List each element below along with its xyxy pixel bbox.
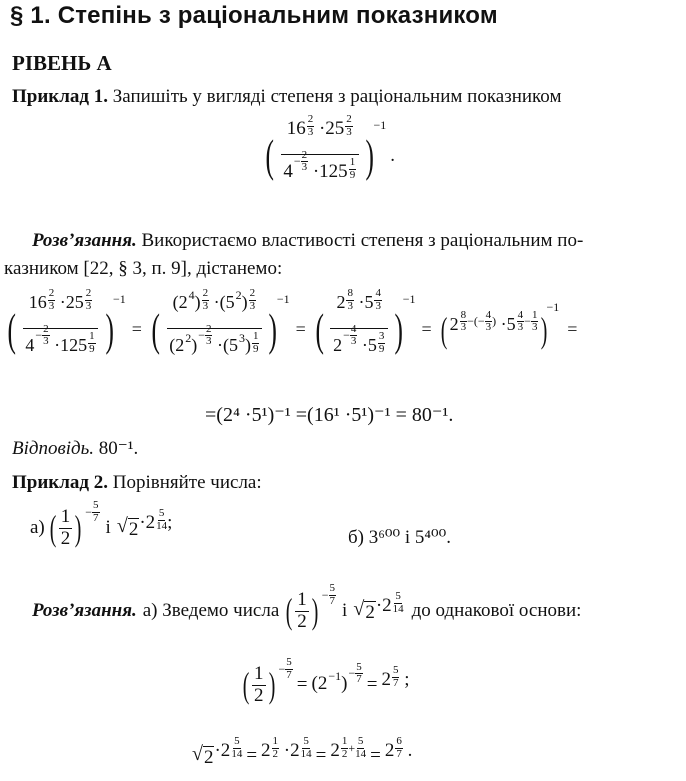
example-1-formula: ( 16 $\frac{2}{3}$ ·25 $\frac{2}{3}$ 4− 2 3 ·125 $\frac{1}{9}$ ) −1 . [265,113,396,183]
solution-2-text-start: а) Зведемо числа [142,600,280,622]
part-b-label: б) [348,527,364,548]
example-1-statement [12,86,561,108]
solution-2-formula-1: ( $\frac{1}{2}$ ) − 5 7 = $(2^{-1})-$ 5 7 = 2 $\frac{5}{7}$ ; [242,656,410,706]
example-1-text: Запишіть у вигляді степеня з раціональним показником [112,86,562,107]
solution-2-label: Розв’язання. [32,600,137,622]
level-label: РІВЕНЬ А [12,51,112,75]
answer-1-value: 80⁻¹. [98,438,139,459]
solution-1-chain-formula: ( 16 $\frac{2}{3}$ ·25 $\frac{2}{3}$ 4− 2 3 ·125 $\frac{1}{9}$ ) −1 = ( $(2^4)$ $\frac{2}{3}$ $\cdot(5^2)$ $\frac{2}{3}$ $(2^2)-$ 2 3 $\cdot(5^3)$ $\frac{1}{9}$ ) −1 = ( 2 $\frac{8}{3}$ ·5 $\frac{4}{3}$ 2− 4 3 ·5 $\frac{3}{9}$ ) −1 = ( 2 8 3 −(− 4 3 ) ·5 4 3 − 1 3 ) −1 = [7,287,578,356]
solution-2-formula-2: √ 2 ·2 $\frac{5}{14}$ = 2 $\frac{1}{2}$ ·2 $\frac{5}{14}$ = 2 1 2 + 5 14 = 2 $\frac{6}{7}$ . [192,735,413,769]
example-2-text: Порівняйте числа: [112,472,262,493]
solution-1-line2: казником [22, § 3, п. 9], дістанемо: [4,258,283,279]
solution-2-and: і [342,600,348,622]
solution-2-text-end: до однакової основи: [411,600,582,622]
solution-1-line1 [32,230,583,252]
example-2-statement [12,472,262,494]
section-heading: § 1. Степінь з раціональним показником [10,2,498,29]
solution-2-line: Розв’язання. а) Зведемо числа ( $\frac{1}{2}$ ) − 5 7 і √ 2 ·2 $\frac{5}{14}$ до однакової основи: [32,582,582,632]
example-2-label: Приклад 2. [12,472,109,493]
part-b-expression: 3⁶⁰⁰ і 5⁴⁰⁰. [368,527,451,548]
part-a-label: а) [30,517,45,539]
example-2-part-b [348,526,451,549]
answer-1 [12,437,138,460]
example-1-label: Приклад 1. [12,86,109,107]
solution-1-label: Розв’язання. [32,230,137,251]
solution-1-final-line: =(2⁴ ·5¹)⁻¹ =(16¹ ·5¹)⁻¹ = 80⁻¹. [205,404,454,426]
example-2-part-a: а) ( $\frac{1}{2}$ ) − 5 7 і √ 2 ·2 $\frac{5}{14}$ ; [30,499,173,549]
answer-1-label: Відповідь. [12,438,95,459]
solution-1-text: Використаємо властивості степеня з раціональним по- [141,230,584,251]
